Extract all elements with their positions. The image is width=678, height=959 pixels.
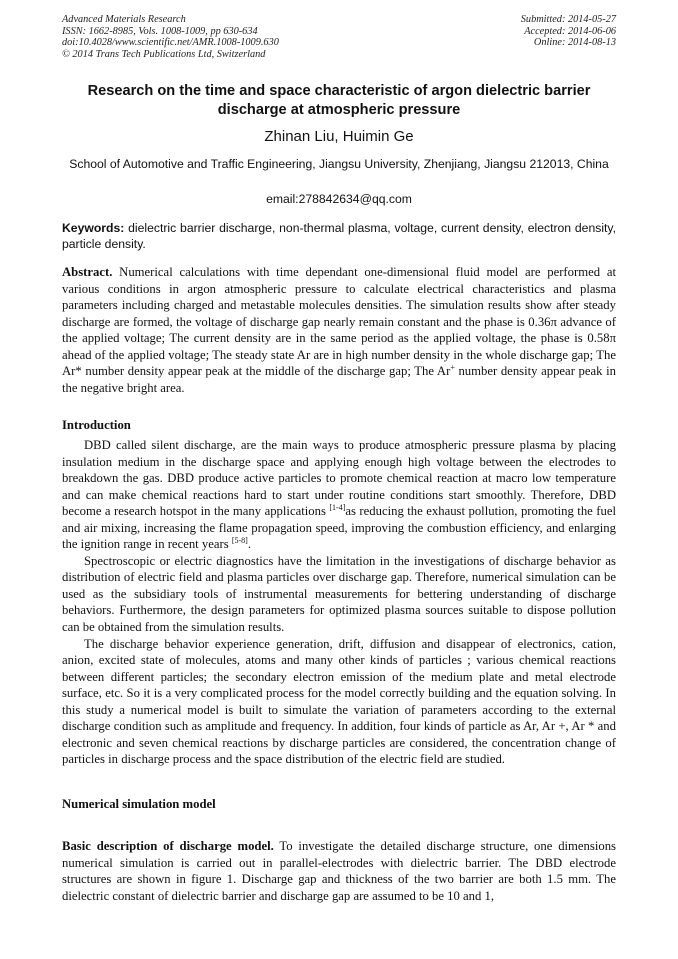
affiliation: School of Automotive and Traffic Engineering, Jiangsu University, Zhenjiang, Jiangsu 212013, China	[69, 157, 609, 171]
basic-description-label: Basic description of discharge model.	[62, 839, 274, 853]
journal-name: Advanced Materials Research	[62, 14, 186, 25]
basic-description	[62, 838, 616, 904]
keywords-label: Keywords:	[62, 221, 125, 235]
email: email:278842634@qq.com	[266, 192, 412, 206]
keywords-text: dielectric barrier discharge, non-thermal plasma, voltage, current density, electron density, particle density.	[62, 221, 616, 252]
title-line-2: discharge at atmospheric pressure	[217, 101, 461, 118]
intro-p1-text-c: .	[247, 537, 251, 552]
section-heading-introduction: Introduction	[62, 418, 131, 432]
journal-issn: ISSN: 1662-8985, Vols. 1008-1009, pp 630-634	[62, 25, 258, 37]
submitted-date: Submitted: 2014-05-27	[520, 14, 616, 25]
accepted-date: Accepted: 2014-06-06	[524, 25, 616, 37]
title-line-1: Research on the time and space characteristic of argon dielectric barrier	[87, 83, 591, 99]
paper-title	[62, 82, 616, 119]
intro-paragraph-1	[62, 437, 616, 553]
journal-info	[62, 14, 279, 60]
online-date: Online: 2014-08-13	[533, 37, 616, 49]
keywords	[62, 220, 616, 252]
abstract-text-a: Numerical calculations with time dependant one-dimensional fluid model are performed at various conditions in argon atmospheric pressure to calculate electrical characteristics and plasma parameters including charged and metastable molecules densities. The simulation results show after steady discharge are formed, the voltage of discharge gap nearly remain constant and the phase is 0.36π advance of the applied voltage; The current density are in the same period as the applied voltage, the phase is 0.58π ahead of the applied voltage; The steady state Ar are in high number density in the whole discharge gap; The Ar* number density appear peak at the middle of the discharge gap; The Ar	[62, 265, 617, 379]
authors: Zhinan Liu, Huimin Ge	[264, 128, 414, 145]
section-heading-numerical-model: Numerical simulation model	[62, 797, 216, 811]
basic-description-text: To investigate the detailed discharge structure, one dimensions numerical simulation is carried out in parallel-electrodes with dielectric barrier. The DBD electrode structures are shown in figure 1. Discharge gap and thickness of the two barrier are both 1.5 mm. The dielectric constant of dielectric barrier and discharge gap are assumed to be 10 and 1,	[62, 839, 616, 903]
journal-doi: doi:10.4028/www.scientific.net/AMR.1008-1009.630	[62, 37, 279, 49]
abstract-superscript: +	[450, 363, 455, 373]
introduction-body	[62, 437, 616, 768]
abstract-label: Abstract.	[62, 265, 113, 279]
abstract-text-b: number density appear peak in the negative bright area.	[62, 364, 616, 395]
citation-ref: [1-4]	[329, 503, 346, 513]
journal-copyright: © 2014 Trans Tech Publications Ltd, Switzerland	[62, 48, 266, 60]
intro-paragraph-2: Spectroscopic or electric diagnostics have the limitation in the investigations of discharge behavior as distribution of electric field and plasma particles over discharge gap. Therefore, numerical simulation can be used as the subsidiary tools of instrumental measurements for bettering understanding of discharge behaviors. Furthermore, the design parameters for optimized plasma sources suitable to dispose pollution can be obtained from the simulation results.	[62, 553, 616, 635]
intro-p1-text-a: DBD called silent discharge, are the main ways to produce atmospheric pressure plasma by placing insulation medium in the discharge space and applying enough high voltage between the electrodes to breakdown the gas. DBD produce active particles to promote chemical reaction at macro low temperature and can make chemical reactions hard to start under routine conditions start smoothly. Therefore, DBD become a research hotspot in the many applications	[62, 438, 616, 519]
citation-ref: [5-8]	[231, 536, 248, 546]
intro-paragraph-3: The discharge behavior experience generation, drift, diffusion and disappear of electronics, cation, anion, excited state of molecules, atoms and many other kinds of particles ; various chemical reactions between different particles; the secondary electron emission of the medium plate and metal electrode surface, etc. So it is a very complicated process for the model correctly building and the equation solving. In this study a numerical model is built to simulate the variation of parameters according to the external discharge condition such as amplitude and frequency. In addition, four kinds of particle as Ar, Ar +, Ar * and electronic and seven chemical reactions by discharge particles are considered, the concentration change of particles in discharge process and the space distribution of the electric field are studied.	[62, 636, 616, 767]
abstract	[62, 264, 616, 396]
publication-dates	[521, 14, 616, 49]
intro-p1-text-b: as reducing the exhaust pollution, promoting the fuel and air mixing, increasing the flame propagation speed, improving the combustion efficiency, and enlarging the ignition range in recent years	[62, 504, 616, 552]
